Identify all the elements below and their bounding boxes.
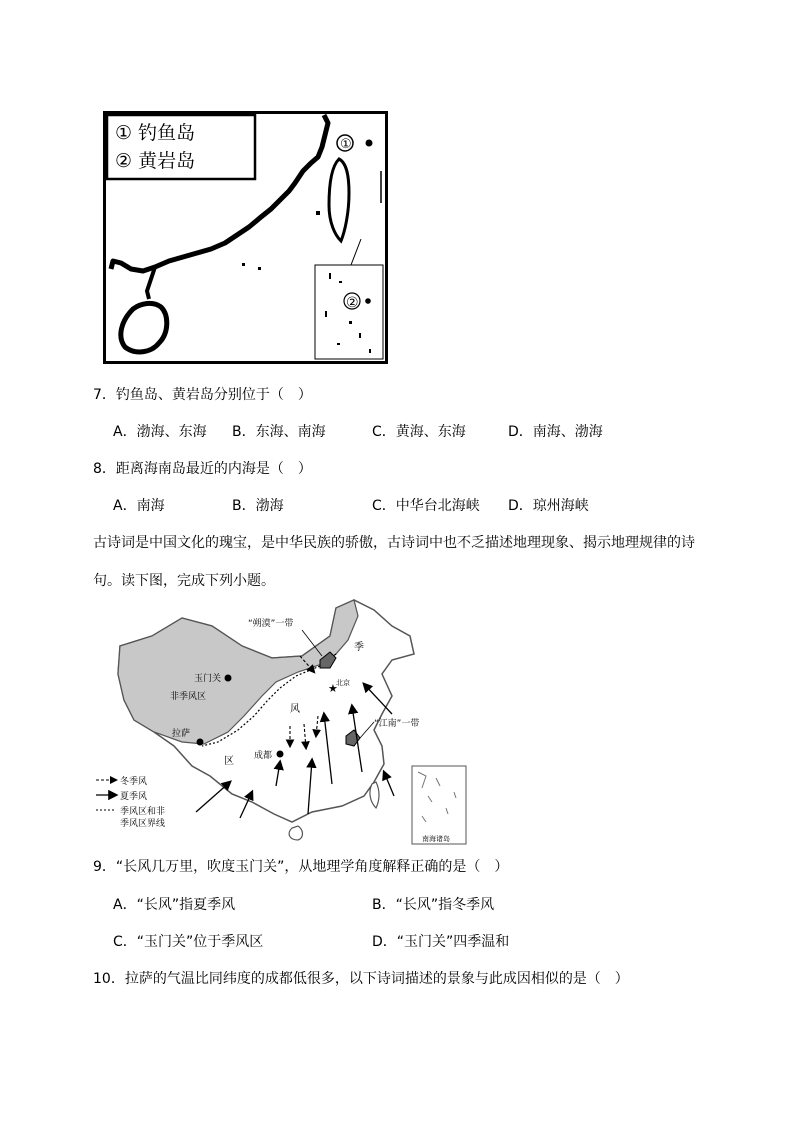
diaoyu-dot xyxy=(366,140,373,147)
q7-option-c: C．黄海、东海 xyxy=(372,424,466,440)
question-8-stem: 8．距离海南岛最近的内海是（ ） xyxy=(93,461,312,477)
q7-option-b: B．东海、南海 xyxy=(232,424,326,440)
label-feng: 风 xyxy=(290,704,300,715)
q9-option-b: B．“长风”指冬季风 xyxy=(372,897,495,913)
q8-option-d: D．琼州海峡 xyxy=(508,498,589,514)
legend-summer: 夏季风 xyxy=(120,792,148,802)
q7-option-a: A．渤海、东海 xyxy=(113,424,207,440)
map1-legend-line1: ① 钓鱼岛 xyxy=(115,122,196,144)
lasa-dot xyxy=(197,739,204,746)
south-china-sea-inset xyxy=(412,766,466,844)
label-qu: 区 xyxy=(224,756,234,767)
q9-option-a: A．“长风”指夏季风 xyxy=(113,897,236,913)
label-chengdu: 成都 xyxy=(254,751,273,761)
q9-option-d: D．“玉门关”四季温和 xyxy=(372,934,510,950)
china-monsoon-map-drawing xyxy=(92,596,468,846)
beijing-star: ★ xyxy=(328,682,338,695)
passage-line-2: 句。读下图，完成下列小题。 xyxy=(93,573,275,589)
q8-option-b: B．渤海 xyxy=(232,498,284,514)
legend-boundary-2: 季风区界线 xyxy=(120,819,166,829)
question-7-stem: 7．钓鱼岛、黄岩岛分别位于（ ） xyxy=(93,387,312,403)
islands-map-drawing xyxy=(103,111,388,364)
question-9-stem: 9．“长风几万里，吹度玉门关”，从地理学角度解释正确的是（ ） xyxy=(93,859,509,875)
label-feijifengqu: 非季风区 xyxy=(170,692,207,702)
q8-option-a: A．南海 xyxy=(113,498,165,514)
passage-line-1: 古诗词是中国文化的瑰宝，是中华民族的骄傲，古诗词中也不乏描述地理现象、揭示地理规律的诗 xyxy=(93,535,695,551)
islands-map xyxy=(103,111,388,364)
label-beijing: 北京 xyxy=(336,679,350,687)
q8-option-c: C．中华台北海峡 xyxy=(372,498,480,514)
inset-label: 南海诸岛 xyxy=(422,835,450,843)
question-10-stem: 10．拉萨的气温比同纬度的成都低很多，以下诗词描述的景象与此成因相似的是（ ） xyxy=(93,971,629,987)
label-ji: 季 xyxy=(354,642,364,653)
chengdu-dot xyxy=(277,751,284,758)
label-jiangnan: “江南”一带 xyxy=(374,719,420,729)
map1-legend-line2: ② 黄岩岛 xyxy=(115,150,196,172)
legend-boundary-1: 季风区和非 xyxy=(120,807,166,817)
huangyan-dot xyxy=(365,298,371,304)
label-shuomo: “朔漠”一带 xyxy=(248,619,294,629)
label-lasa: 拉萨 xyxy=(172,729,191,739)
marker-1: ① xyxy=(340,137,352,152)
q9-option-c: C．“玉门关”位于季风区 xyxy=(113,934,264,950)
china-monsoon-map xyxy=(92,596,468,846)
marker-2: ② xyxy=(346,295,359,311)
q7-option-d: D．南海、渤海 xyxy=(508,424,603,440)
taiwan-island xyxy=(329,159,349,241)
yumenguan-dot xyxy=(225,675,232,682)
label-yumenguan: 玉门关 xyxy=(194,674,222,684)
legend-winter: 冬季风 xyxy=(120,777,148,787)
